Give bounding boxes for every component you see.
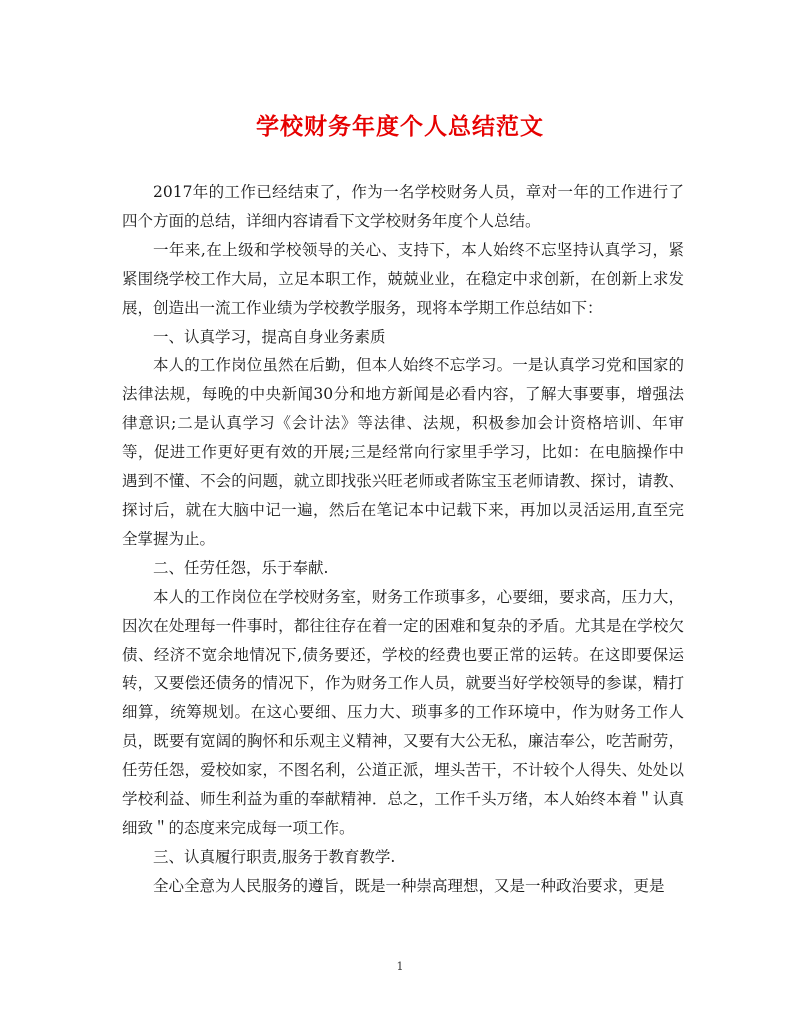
section-heading-2: 二、任劳任怨，乐于奉献. — [153, 558, 329, 577]
paragraph-section-3: 全心全意为人民服务的遵旨，既是一种崇高理想，又是一种政治要求，更是 — [153, 876, 665, 895]
paragraph-intro: 2017年的工作已经结束了，作为一名学校财务人员，章对一年的工作进行了四个方面的总结，详细内容请看下文学校财务年度个人总结。 — [122, 183, 684, 230]
section-heading-3: 三、认真履行职责,服务于教育教学. — [153, 847, 396, 866]
paragraph-overview: 一年来,在上级和学校领导的关心、支持下，本人始终不忘坚持认真学习，紧紧围绕学校工作大局，立足本职工作，兢兢业业，在稳定中求创新，在创新上求发展，创造出一流工作业绩为学校教学服务，现将本学期工作总结如下： — [122, 240, 684, 317]
page-number: 1 — [396, 960, 404, 973]
document-title: 学校财务年度个人总结范文 — [256, 113, 544, 140]
section-heading-1: 一、认真学习，提高自身业务素质 — [153, 327, 386, 346]
paragraph-section-1: 本人的工作岗位虽然在后勤，但本人始终不忘学习。一是认真学习党和国家的法律法规，每晚的中央新闻30分和地方新闻是必看内容，了解大事要事，增强法律意识;二是认真学习《会计法》等法律、法规，积极参加会计资格培训、年审等，促进工作更好更有效的开展;三是经常向行家里手学习，比如：在电脑操作中遇到不懂、不会的问题，就立即找张兴旺老师或者陈宝玉老师请教、探讨，请教、探讨后，就在大脑中记一遍，然后在笔记本中记载下来，再加以灵活运用,直至完全掌握为止。 — [122, 356, 684, 548]
document-body — [122, 178, 684, 901]
paragraph-section-2: 本人的工作岗位在学校财务室，财务工作琐事多，心要细，要求高，压力大，因次在处理每一件事时，都往往存在着一定的困难和复杂的矛盾。尤其是在学校欠债、经济不宽余地情况下,债务要还，学校的经费也要正常的运转。在这即要保运转，又要偿还债务的情况下，作为财务工作人员，就要当好学校领导的参谋，精打细算，统筹规划。在这心要细、压力大、琐事多的工作环境中，作为财务工作人员，既要有宽阔的胸怀和乐观主义精神，又要有大公无私，廉洁奉公，吃苦耐劳，任劳任怨，爱校如家，不图名利，公道正派，埋头苦干，不计较个人得失、处处以学校利益、师生利益为重的奉献精神．总之，工作千头万绪，本人始终本着＂认真细致＂的态度来完成每一项工作。 — [122, 587, 684, 837]
